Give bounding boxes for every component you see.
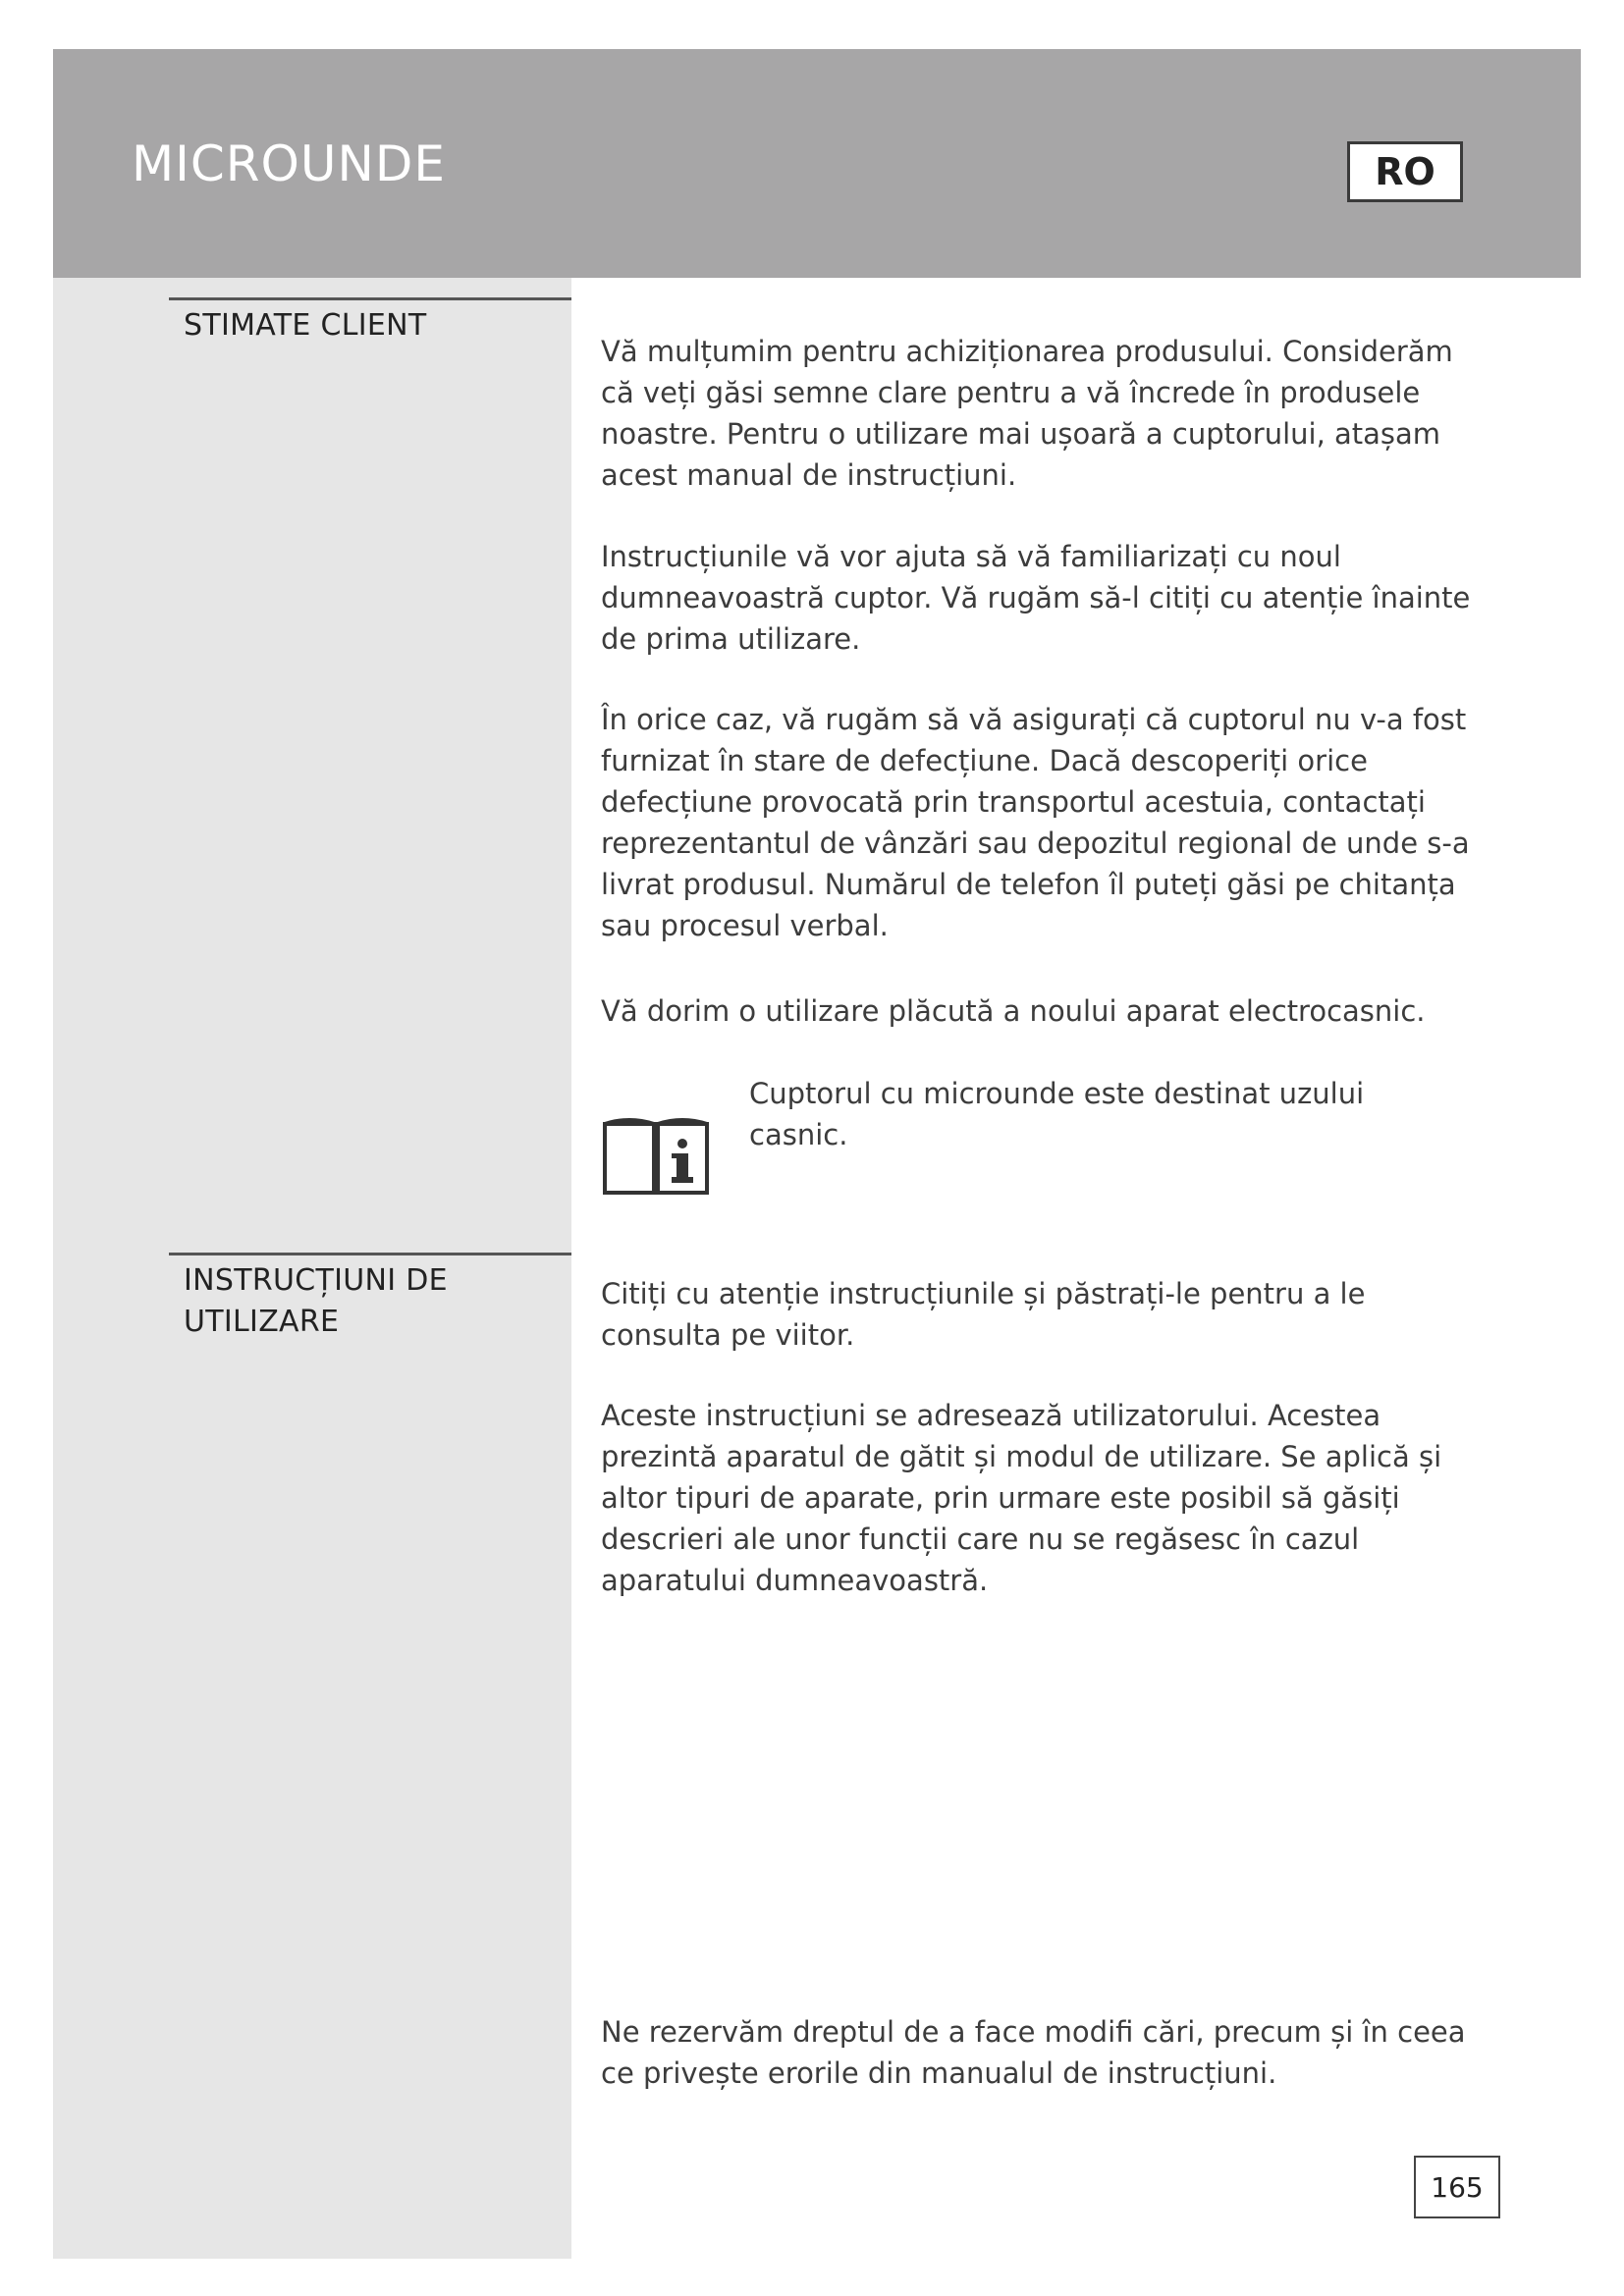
paragraph: În orice caz, vă rugăm să vă asigurați că cuptorul nu v-a fost furnizat în stare de defecțiune. Dacă descoperiți orice defecțiune provocată prin transportul acestuia, contactați reprezentantul de vânzări sau depozitul regional de unde s-a livrat produsul. Numărul de telefon îl puteți găsi pe chitanța sau procesul verbal.	[601, 703, 1470, 942]
language-badge: RO	[1347, 141, 1463, 202]
page-number: 165	[1414, 2156, 1500, 2218]
paragraph: Vă dorim o utilizare plăcută a noului aparat electrocasnic.	[601, 994, 1426, 1028]
page-title: MICROUNDE	[132, 135, 446, 192]
paragraph: Vă mulțumim pentru achiziționarea produsului. Considerăm că veți găsi semne clare pentru a vă încrede în produsele noastre. Pentru o utilizare mai ușoară a cuptorului, atașam acest manual de instrucțiuni.	[601, 335, 1453, 492]
section-divider	[169, 297, 571, 300]
section-heading-stimate-client: STIMATE CLIENT	[184, 308, 427, 343]
disclaimer-text: Ne rezervăm dreptul de a face modifi cări, precum și în ceea ce privește erorile din manualul de instrucțiuni.	[601, 2015, 1466, 2090]
section-divider	[169, 1253, 571, 1255]
paragraph: Citiți cu atenție instrucțiunile și păstrați-le pentru a le consulta pe viitor.	[601, 1277, 1366, 1352]
section-heading-instructiuni: INSTRUCȚIUNI DE UTILIZARE	[184, 1263, 448, 1339]
paragraph: Aceste instrucțiuni se adresează utilizatorului. Acestea prezintă aparatul de gătit și modul de utilizare. Se aplică și altor tipuri de aparate, prin urmare este posibil să găsiți descrieri ale unor funcții care nu se regăsesc în cazul aparatului dumneavoastră.	[601, 1399, 1442, 1597]
paragraph: Instrucțiunile vă vor ajuta să vă familiarizați cu noul dumneavoastră cuptor. Vă rugăm să-l citiți cu atenție înainte de prima utilizare.	[601, 540, 1471, 656]
notice-text: Cuptorul cu microunde este destinat uzului casnic.	[749, 1077, 1365, 1151]
manual-info-icon	[601, 1114, 711, 1197]
